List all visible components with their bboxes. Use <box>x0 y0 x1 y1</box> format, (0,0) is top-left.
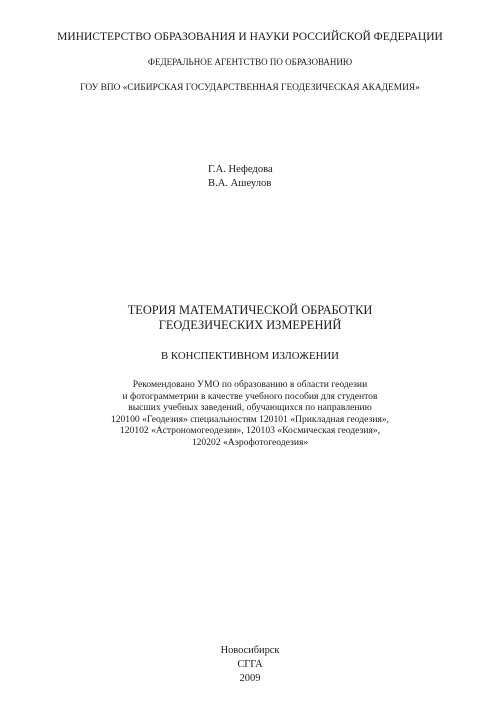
authors-block <box>208 163 273 191</box>
imprint-year: 2009 <box>239 673 261 684</box>
recommendation-line: 120202 «Аэрофотогеодезия» <box>191 436 309 448</box>
title-line: ГЕОДЕЗИЧЕСКИХ ИЗМЕРЕНИЙ <box>158 318 342 332</box>
imprint-block <box>0 644 500 686</box>
recommendation-line: высших учебных заведений, обучающихся по направлению <box>128 402 372 414</box>
author-name: В.А. Ашеулов <box>208 178 272 189</box>
document-title <box>0 303 500 333</box>
university-header: ГОУ ВПО «СИБИРСКАЯ ГОСУДАРСТВЕННАЯ ГЕОДЕЗИЧЕСКАЯ АКАДЕМИЯ» <box>80 83 420 93</box>
recommendation-line: Рекомендовано УМО по образованию в области геодезии <box>132 379 368 390</box>
recommendation-line: 120102 «Астрономогеодезия», 120103 «Космическая геодезия», <box>119 425 381 437</box>
title-line: ТЕОРИЯ МАТЕМАТИЧЕСКОЙ ОБРАБОТКИ <box>127 303 373 317</box>
agency-header: ФЕДЕРАЛЬНОЕ АГЕНТСТВО ПО ОБРАЗОВАНИЮ <box>147 57 353 67</box>
ministry-header: МИНИСТЕРСТВО ОБРАЗОВАНИЯ И НАУКИ РОССИЙСКОЙ ФЕДЕРАЦИИ <box>57 31 443 43</box>
document-subtitle: В КОНСПЕКТИВНОМ ИЗЛОЖЕНИИ <box>161 350 339 362</box>
recommendation-block <box>0 379 500 449</box>
author-name: Г.А. Нефедова <box>208 164 273 175</box>
recommendation-line: 120100 «Геодезия» специальностям 120101 «Прикладная геодезия», <box>110 413 390 425</box>
recommendation-line: и фотограмметрии в качестве учебного пособия для студентов <box>122 390 378 402</box>
imprint-publisher: СГГА <box>237 659 263 670</box>
imprint-city: Новосибирск <box>220 645 280 656</box>
